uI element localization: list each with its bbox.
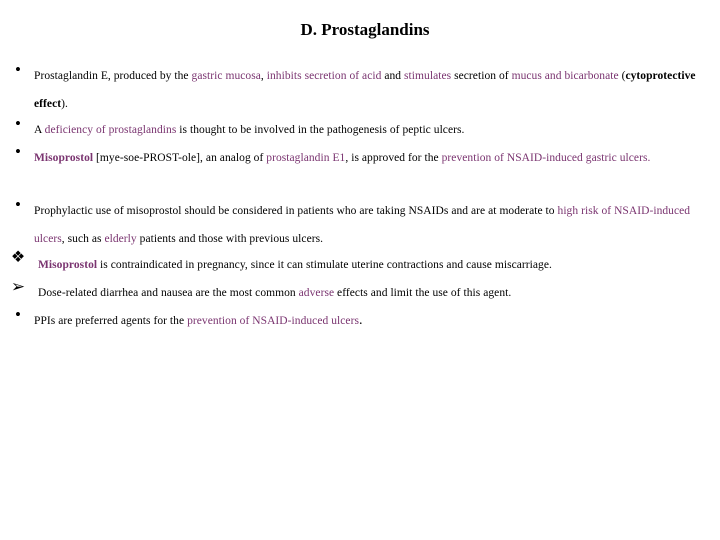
bullet-text (38, 251, 708, 279)
text-run-hl: mucus and bicarbonate (511, 70, 619, 82)
text-run-bp: Misoprostol (38, 259, 98, 271)
text-run: , such as (61, 233, 105, 245)
text-run: is thought to be involved in the pathogenesis of peptic ulcers. (176, 124, 465, 136)
text-run-bp: Misoprostol (34, 152, 94, 164)
text-run: PPIs are preferred agents for the (34, 315, 188, 327)
bullet-icon: • (15, 195, 21, 214)
text-run: ( (618, 70, 626, 82)
text-run-hl: inhibits secretion of acid (266, 70, 382, 82)
text-run: [mye-soe-PROST-ole], an analog of (93, 152, 267, 164)
arrow-bullet-icon: ➢ (10, 277, 26, 296)
text-run: , (260, 70, 267, 82)
text-run-hl: deficiency of prostaglandins (44, 124, 177, 136)
text-run-hl: high risk of NSAID-induced ulcers (34, 205, 691, 245)
text-run: , is approved for the (345, 152, 442, 164)
text-run: and (381, 70, 405, 82)
bullet-text (38, 279, 708, 307)
text-run-hl: prevention of NSAID-induced ulcers (187, 315, 359, 327)
text-run: secretion of (451, 70, 512, 82)
text-run: effects and limit the use of this agent. (334, 287, 512, 299)
text-run-hl: elderly (104, 233, 137, 245)
diamond-bullet-icon: ❖ (10, 249, 26, 266)
text-run: A (34, 124, 45, 136)
text-run: patients and those with previous ulcers. (136, 233, 324, 245)
bullet-text (34, 307, 704, 335)
text-run-hl: stimulates (404, 70, 452, 82)
bullet-text (34, 116, 704, 144)
text-run: Dose-related diarrhea and nausea are the most common (38, 287, 299, 299)
text-run: ). (61, 98, 68, 110)
bullet-icon: • (15, 142, 21, 161)
bullet-icon: • (15, 114, 21, 133)
text-run-b: cytoprotective effect (34, 70, 696, 110)
text-run-hl: gastric mucosa (191, 70, 261, 82)
bullet-icon: • (15, 60, 21, 79)
text-run-hl: prevention of NSAID-induced gastric ulcers. (441, 152, 651, 164)
text-run-hl: prostaglandin E1 (266, 152, 346, 164)
bullet-text (34, 62, 704, 118)
text-run: is contraindicated in pregnancy, since it can stimulate uterine contractions and cause miscarriage. (97, 259, 552, 271)
text-run-hl: adverse (298, 287, 335, 299)
slide-title: D. Prostaglandins (300, 20, 430, 39)
bullet-icon: • (15, 305, 21, 324)
text-run-big: . (358, 313, 363, 328)
text-run: Prostaglandin E, produced by the (34, 70, 192, 82)
bullet-text (34, 144, 704, 172)
bullet-text (34, 197, 704, 253)
text-run: Prophylactic use of misoprostol should be considered in patients who are taking NSAIDs and are at moderate to (34, 205, 558, 217)
